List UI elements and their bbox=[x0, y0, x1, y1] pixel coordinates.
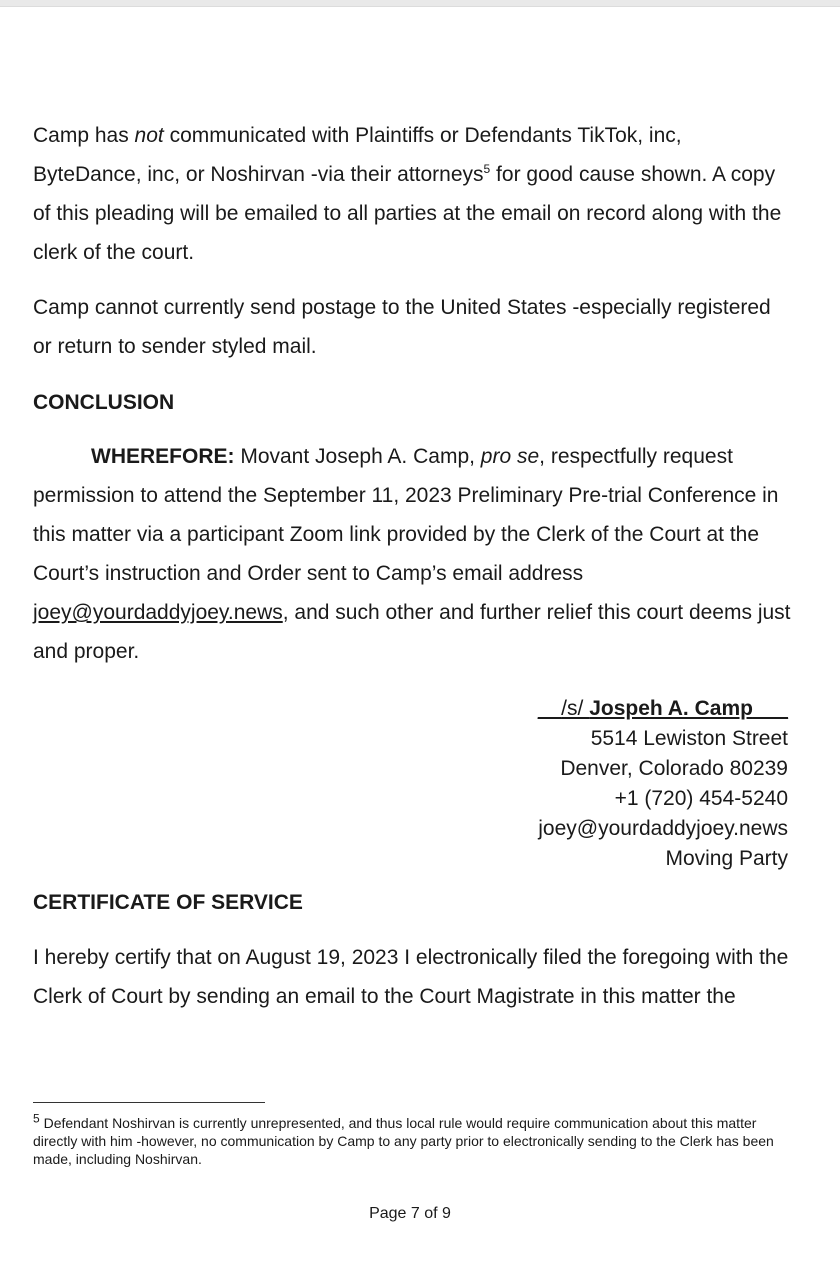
signature-block bbox=[538, 694, 788, 874]
text-span: , and such other and further relief this court deems just and proper. bbox=[33, 601, 791, 663]
signature-street: 5514 Lewiston Street bbox=[590, 727, 788, 750]
communication-paragraph bbox=[33, 116, 793, 272]
emphasis-pro-se: pro se bbox=[480, 445, 540, 468]
signature-city: Denver, Colorado 80239 bbox=[560, 757, 788, 780]
wherefore-label: WHEREFORE: bbox=[91, 445, 235, 468]
certificate-paragraph: I hereby certify that on August 19, 2023 I electronically filed the foregoing with the Clerk of Court by sending an email to the Court Magistrate in this matter the bbox=[33, 946, 789, 1008]
text-span: communicated with Plaintiffs or Defendants TikTok, inc, ByteDance, inc, or Noshirvan -via their attorneys bbox=[33, 124, 682, 186]
footnote-reference[interactable]: 5 bbox=[483, 162, 491, 176]
conclusion-paragraph bbox=[33, 437, 793, 671]
document-page bbox=[0, 6, 840, 1272]
signature-prefix: /s/ bbox=[561, 697, 590, 720]
emphasis-not: not bbox=[134, 124, 164, 147]
postage-paragraph: Camp cannot currently send postage to the United States -especially registered or return to sender styled mail. bbox=[33, 296, 771, 358]
signature-phone: +1 (720) 454-5240 bbox=[614, 787, 788, 810]
certificate-heading: CERTIFICATE OF SERVICE bbox=[33, 891, 303, 914]
footnote-divider bbox=[33, 1102, 265, 1103]
text-span: for good cause shown. A copy of this pleading will be emailed to all parties at the email on record along with the clerk of the court. bbox=[33, 163, 782, 264]
signature-email: joey@yourdaddyjoey.news bbox=[538, 817, 788, 840]
footnote-number: 5 bbox=[33, 1111, 40, 1126]
text-span: Camp has bbox=[33, 124, 135, 147]
signature-role: Moving Party bbox=[665, 847, 788, 870]
signature-underscore: ___ bbox=[752, 697, 788, 720]
footnote bbox=[33, 1111, 793, 1168]
signature-line bbox=[538, 694, 788, 724]
signature-underscore: __ bbox=[537, 697, 562, 720]
signature-name: Jospeh A. Camp bbox=[589, 697, 753, 720]
conclusion-heading: CONCLUSION bbox=[33, 391, 175, 414]
text-span: , respectfully request permission to attend the September 11, 2023 Preliminary Pre-trial Conference in this matter via a participant Zoom link provided by the Clerk of the Court at the Court’s instruction and Order sent to Camp’s email address bbox=[33, 445, 779, 585]
email-link[interactable]: joey@yourdaddyjoey.news bbox=[33, 601, 283, 624]
footnote-text: Defendant Noshirvan is currently unrepresented, and thus local rule would require communication about this matter directly with him -however, no communication by Camp to any party prior to electronically sending to the Clerk has been made, including Noshirvan. bbox=[33, 1115, 774, 1167]
text-span: Movant Joseph A. Camp, bbox=[234, 445, 481, 468]
page-number: Page 7 of 9 bbox=[369, 1205, 451, 1222]
